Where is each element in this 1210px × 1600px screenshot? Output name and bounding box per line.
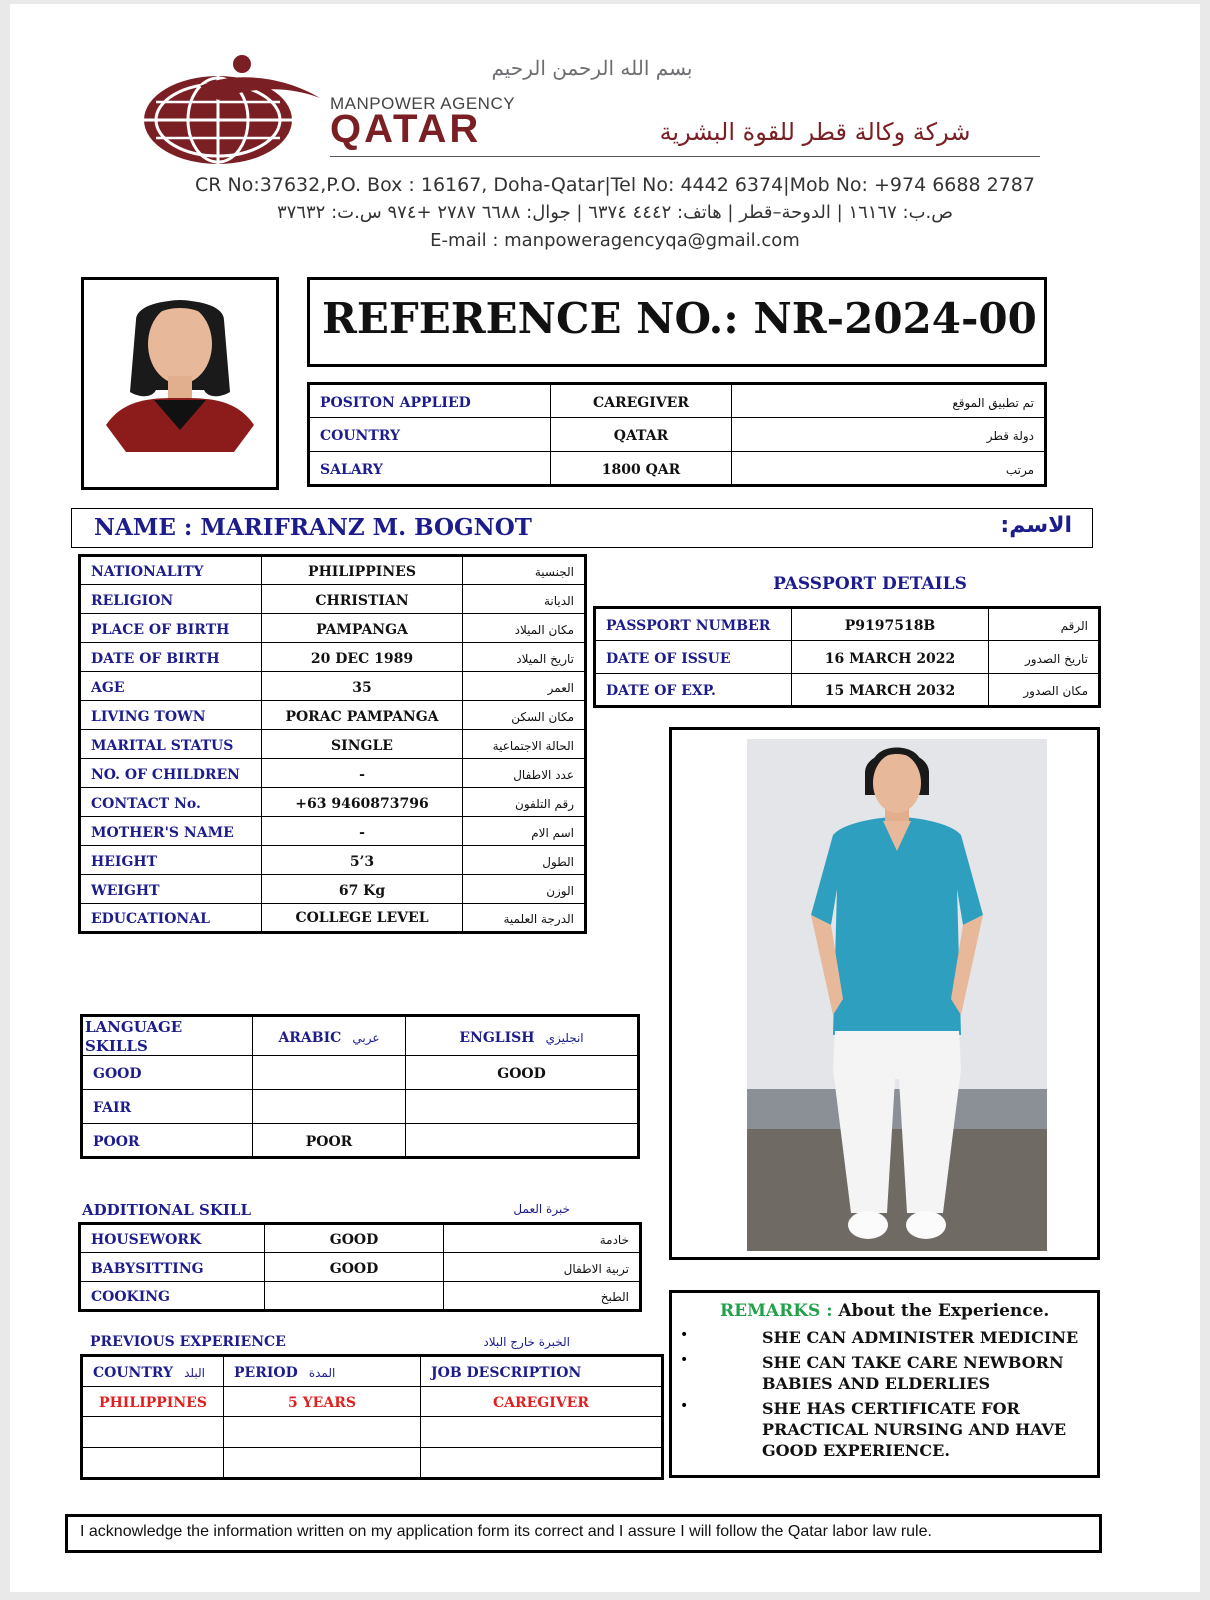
globe-logo-icon: [130, 52, 325, 170]
additional-skill-level: GOOD: [329, 1260, 379, 1277]
experience-period-header: PERIOD: [234, 1365, 298, 1381]
personal-details-table: [78, 554, 587, 934]
personal-row: [80, 556, 586, 585]
name-bar: [71, 508, 1093, 548]
personal-row: [80, 875, 586, 904]
agency-name-big: QATAR: [330, 107, 482, 151]
position-table: [307, 382, 1047, 487]
experience-job: CAREGIVER: [493, 1395, 589, 1411]
personal-row: [80, 585, 586, 614]
personal-row-label: MOTHER'S NAME: [91, 824, 234, 841]
passport-row-value: P9197518B: [844, 618, 936, 634]
position-row: [309, 452, 1046, 486]
portrait-photo: [84, 280, 276, 487]
position-row-value: QATAR: [613, 428, 669, 444]
position-row-label: COUNTRY: [320, 428, 400, 444]
personal-row-label: LIVING TOWN: [91, 708, 206, 725]
position-row: [309, 384, 1046, 418]
personal-row: [80, 672, 586, 701]
personal-row: [80, 846, 586, 875]
remarks-subtitle: About the Experience.: [838, 1301, 1050, 1321]
personal-row-arabic: مكان السكن: [511, 709, 574, 724]
previous-experience-table: [80, 1354, 664, 1480]
personal-row-value: SINGLE: [331, 737, 393, 754]
personal-row-arabic: رقم التلفون: [515, 796, 574, 811]
passport-row-arabic: مكان الصدور: [1023, 684, 1088, 698]
personal-row-label: EDUCATIONAL: [91, 911, 210, 927]
agency-logo: [130, 52, 325, 170]
passport-row-value: 15 MARCH 2032: [824, 683, 956, 699]
position-row-label: SALARY: [320, 461, 383, 478]
personal-row: [80, 614, 586, 643]
personal-row: [80, 788, 586, 817]
bullet-icon: •: [680, 1352, 689, 1368]
personal-row-label: WEIGHT: [91, 882, 160, 899]
additional-skill-level: GOOD: [329, 1232, 379, 1248]
personal-row-arabic: الطول: [542, 854, 574, 869]
personal-row-label: CONTACT No.: [91, 795, 201, 812]
language-level: GOOD: [93, 1066, 142, 1082]
language-level: FAIR: [93, 1100, 132, 1116]
applicant-name-arabic: الاسم:: [1000, 513, 1072, 538]
applicant-name: NAME : MARIFRANZ M. BOGNOT: [94, 514, 532, 541]
remarks-item-text: SHE CAN ADMINISTER MEDICINE: [762, 1328, 1079, 1347]
bullet-icon: •: [680, 1398, 689, 1414]
personal-row-arabic: مكان الميلاد: [514, 622, 574, 637]
personal-row-value: 35: [352, 679, 372, 696]
personal-row-value: -: [359, 824, 365, 841]
personal-row-value: PAMPANGA: [316, 621, 408, 638]
personal-row-label: AGE: [91, 679, 125, 696]
personal-row-value: PHILIPPINES: [308, 564, 416, 580]
experience-empty-row: [82, 1448, 663, 1479]
personal-row-value: 5’3: [349, 853, 375, 870]
position-row-label: POSITON APPLIED: [320, 394, 471, 411]
bismillah-calligraphy: بسم الله الرحمن الرحيم: [491, 56, 693, 80]
personal-row-arabic: الوزن: [546, 883, 574, 898]
full-body-photo-frame: [669, 727, 1100, 1260]
experience-period-header-ar: المدة: [308, 1366, 336, 1380]
personal-row-arabic: الدرجة العلمية: [503, 912, 574, 926]
personal-row-arabic: الديانة: [543, 593, 574, 608]
experience-country-header: COUNTRY: [93, 1365, 173, 1381]
passport-table: [593, 606, 1101, 708]
personal-row-arabic: الجنسية: [534, 565, 574, 579]
application-sheet: [10, 4, 1200, 1592]
additional-skill-row: [80, 1224, 641, 1253]
personal-row-arabic: العمر: [547, 680, 574, 695]
additional-skill-arabic: الطبخ: [600, 1290, 629, 1304]
language-skills-table: [80, 1014, 640, 1159]
personal-row-label: RELIGION: [91, 592, 174, 609]
remarks-box: [669, 1290, 1100, 1478]
position-row-arabic: دولة قطر: [986, 429, 1034, 443]
previous-experience-title-ar: الخبرة خارج البلاد: [483, 1335, 570, 1349]
passport-row-arabic: الرقم: [1060, 619, 1088, 633]
language-row: [82, 1056, 639, 1090]
additional-skill-arabic: تربية الاطفال: [563, 1261, 629, 1276]
personal-row: [80, 643, 586, 672]
additional-skill-row: [80, 1253, 641, 1282]
personal-row: [80, 759, 586, 788]
header-divider: [330, 156, 1040, 157]
remarks-item: [680, 1327, 1090, 1348]
passport-row-value: 16 MARCH 2022: [824, 650, 956, 667]
agency-name-arabic: شركة وكالة قطر للقوة البشرية: [659, 118, 971, 146]
experience-period: 5 YEARS: [288, 1395, 356, 1411]
personal-row-value: -: [359, 766, 365, 783]
remarks-title: REMARKS :: [720, 1301, 833, 1321]
position-row: [309, 418, 1046, 452]
language-arabic-value: POOR: [305, 1133, 353, 1150]
personal-row-arabic: عدد الاطفال: [513, 767, 574, 782]
language-english-value: GOOD: [497, 1066, 546, 1082]
personal-row-arabic: اسم الام: [531, 825, 574, 840]
experience-country-header-ar: البلد: [184, 1366, 205, 1380]
personal-row-value: +63 9460873796: [295, 795, 429, 812]
personal-row: [80, 904, 586, 933]
experience-row: [82, 1387, 663, 1417]
passport-details-title: PASSPORT DETAILS: [773, 574, 967, 594]
experience-empty-row: [82, 1417, 663, 1448]
agency-name-small: MANPOWER AGENCY: [330, 94, 516, 113]
experience-country: PHILIPPINES: [99, 1395, 207, 1411]
acknowledgement-box: [65, 1514, 1102, 1553]
contact-line-arabic: ص.ب: ١٦١٦٧ | الدوحة–قطر | هاتف: ٤٤٤٢ ٦٣٧٤ | جوال: ٦٦٨٨ ٢٧٨٧ +٩٧٤ س.ت: ٣٧٦٣٢: [277, 202, 953, 223]
personal-row-label: PLACE OF BIRTH: [91, 621, 230, 638]
contact-email: E-mail : manpoweragencyqa@gmail.com: [430, 230, 800, 251]
additional-skill-title: ADDITIONAL SKILL: [82, 1201, 252, 1219]
personal-row: [80, 701, 586, 730]
remarks-item-text: SHE HAS CERTIFICATE FOR PRACTICAL NURSING AND HAVE GOOD EXPERIENCE.: [762, 1399, 1067, 1460]
position-row-value: CAREGIVER: [593, 394, 689, 411]
passport-row: [595, 608, 1100, 641]
bullet-icon: •: [680, 1327, 689, 1343]
language-skills-title: LANGUAGE SKILLS: [85, 1018, 183, 1055]
additional-skill-arabic: خادمة: [599, 1233, 629, 1247]
personal-row-label: HEIGHT: [91, 853, 158, 870]
additional-skill-name: HOUSEWORK: [91, 1232, 202, 1248]
contact-line-english: CR No:37632,P.O. Box : 16167, Doha-Qatar|Tel No: 4442 6374|Mob No: +974 6688 2787: [195, 174, 1035, 196]
personal-row-label: MARITAL STATUS: [91, 737, 234, 754]
personal-row-value: 67 Kg: [338, 882, 386, 899]
additional-skill-row: [80, 1282, 641, 1311]
portrait-photo-frame: [81, 277, 279, 490]
personal-row: [80, 817, 586, 846]
previous-experience-title: PREVIOUS EXPERIENCE: [90, 1334, 286, 1350]
english-column-header-ar: انجليزي: [545, 1030, 584, 1045]
additional-skill-name: BABYSITTING: [91, 1260, 204, 1277]
position-row-arabic: مرتب: [1005, 462, 1034, 477]
remarks-list: [680, 1327, 1090, 1465]
personal-row-value: COLLEGE LEVEL: [295, 909, 429, 926]
personal-row-value: CHRISTIAN: [315, 592, 409, 609]
passport-row: [595, 641, 1100, 674]
personal-row-label: DATE OF BIRTH: [91, 650, 220, 667]
personal-row-label: NO. OF CHILDREN: [91, 766, 240, 783]
personal-row: [80, 730, 586, 759]
language-row: [82, 1090, 639, 1124]
passport-row-label: PASSPORT NUMBER: [606, 618, 771, 634]
personal-row-arabic: الحالة الاجتماعية: [492, 738, 574, 753]
passport-row-arabic: تاريخ الصدور: [1025, 651, 1088, 666]
language-level: POOR: [93, 1133, 140, 1150]
remarks-item: [680, 1352, 1090, 1394]
acknowledgement-text: I acknowledge the information written on my application form its correct and I assure I will follow the Qatar labor law rule.: [80, 1523, 932, 1540]
remarks-item-text: SHE CAN TAKE CARE NEWBORN BABIES AND ELDERLIES: [762, 1353, 1064, 1393]
remarks-item: [680, 1398, 1090, 1461]
english-column-header: ENGLISH: [459, 1029, 535, 1046]
experience-job-header: JOB DESCRIPTION: [431, 1365, 582, 1381]
additional-skill-name: COOKING: [91, 1289, 171, 1305]
full-body-photo: [747, 739, 1047, 1251]
arabic-column-header: ARABIC: [278, 1029, 342, 1046]
personal-row-value: 20 DEC 1989: [310, 650, 414, 667]
passport-row-label: DATE OF EXP.: [606, 683, 716, 699]
position-row-arabic: تم تطبيق الموقع: [952, 395, 1034, 410]
additional-skill-title-ar: خبرة العمل: [513, 1202, 570, 1216]
reference-number-box: [307, 277, 1047, 367]
passport-row-label: DATE OF ISSUE: [606, 650, 731, 667]
reference-number: REFERENCE NO.: NR-2024-00: [322, 294, 1037, 343]
additional-skill-table: [78, 1222, 642, 1312]
personal-row-label: NATIONALITY: [91, 564, 204, 580]
position-row-value: 1800 QAR: [601, 461, 681, 478]
passport-row: [595, 674, 1100, 707]
personal-row-value: PORAC PAMPANGA: [285, 708, 439, 725]
language-row: [82, 1124, 639, 1158]
personal-row-arabic: تاريخ الميلاد: [516, 651, 574, 666]
arabic-column-header-ar: عربي: [352, 1030, 380, 1045]
